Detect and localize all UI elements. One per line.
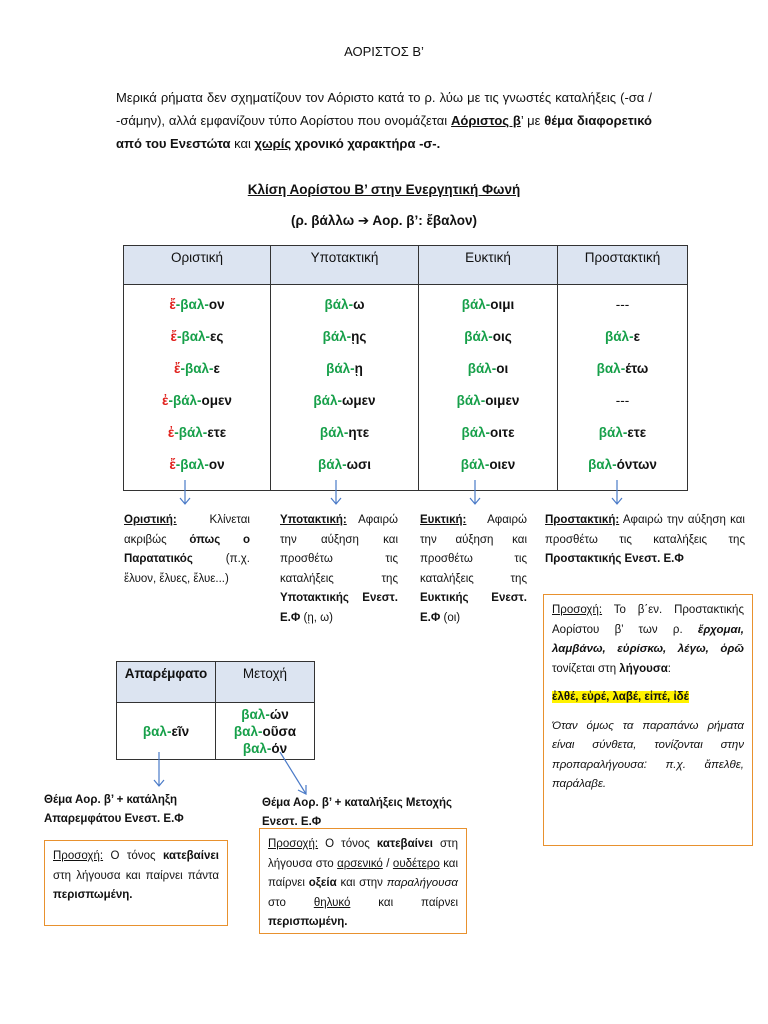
- box-text: τονίζεται στη: [552, 662, 620, 675]
- intro-text: Μερικά ρήματα δεν σχηματίζουν τον Αόριστο κατά το ρ. λύω με τις γνωστές καταλήξεις (-σα / -σάμην), αλλά εμφανίζουν τύπο Αορίστου που ονομάζεται: [116, 90, 652, 128]
- note-imperative: [545, 511, 745, 570]
- attention-label: Προσοχή:: [268, 838, 319, 850]
- box-text: και παίρνει: [350, 896, 458, 909]
- down-arrow-icon: [153, 752, 165, 788]
- box-paragraph: [552, 601, 744, 679]
- form-row: [558, 385, 687, 417]
- form-row: [124, 321, 270, 353]
- ending: έτω: [625, 361, 649, 376]
- infinitive-attention-box: [44, 840, 228, 926]
- ending: ωσι: [346, 457, 371, 472]
- ending: ῃ: [354, 361, 363, 376]
- form-row: [271, 449, 418, 481]
- note-text: (ῃ, ω): [300, 611, 333, 624]
- ending: ---: [615, 393, 630, 408]
- form-row: [217, 706, 313, 723]
- note-label: Ευκτική:: [420, 514, 467, 526]
- form-row: [558, 449, 687, 481]
- augment: ἔ: [170, 329, 177, 344]
- ending: ομεν: [201, 393, 232, 408]
- box-text: στο: [268, 896, 314, 909]
- box-text: και στην: [336, 877, 387, 889]
- col-subjunctive: [271, 285, 419, 491]
- section-heading: Κλίση Αορίστου Β’ στην Ενεργητική Φωνή: [247, 182, 521, 197]
- box-text: και παίρνει: [268, 857, 459, 889]
- form-row: [419, 321, 557, 353]
- participle-caption: Θέμα Αορ. β’ + καταλήξεις Μετοχής Ενεστ. Ε.Φ: [262, 797, 452, 828]
- box-bold: περισπωμένη.: [53, 889, 133, 901]
- highlight-line: [552, 688, 744, 708]
- form-row: [271, 417, 418, 449]
- form-row: [419, 449, 557, 481]
- stem: βάλ-: [461, 425, 491, 440]
- augment: ἐ: [167, 425, 175, 440]
- ending: οιτε: [490, 425, 515, 440]
- stem: -βαλ-: [180, 361, 214, 376]
- ending: ες: [210, 329, 224, 344]
- box-bold: κατεβαίνει: [376, 838, 433, 850]
- stem: βαλ-: [588, 457, 617, 472]
- stem: βαλ-: [242, 740, 272, 756]
- augment: ἔ: [169, 297, 176, 312]
- form-row: [217, 723, 313, 740]
- ending: ετε: [207, 425, 227, 440]
- stem: βάλ-: [318, 457, 347, 472]
- stem: βάλ-: [313, 393, 342, 408]
- stem: βάλ-: [324, 297, 354, 312]
- augment: ἔ: [169, 457, 176, 472]
- ending: ---: [615, 297, 630, 312]
- note-bold: Προστακτικής Ενεστ. Ε.Φ: [545, 553, 684, 565]
- intro-without: χωρίς: [254, 136, 292, 151]
- stem: -βαλ-: [175, 297, 209, 312]
- col-imperative: [558, 285, 688, 491]
- box-text: /: [382, 857, 393, 870]
- ending: οιεν: [489, 457, 516, 472]
- note-bold: Υποτακτικής Ενεστ. Ε.Φ: [280, 592, 398, 624]
- stem: βάλ-: [322, 329, 352, 344]
- down-arrow-icon: [179, 480, 191, 506]
- form-row: [419, 385, 557, 417]
- stem: βάλ-: [326, 361, 355, 376]
- attention-label: Προσοχή:: [552, 604, 603, 616]
- note-label: Υποτακτική:: [280, 514, 347, 526]
- intro-bold2: χρονικό χαρακτήρα -σ-.: [291, 136, 441, 151]
- stem: βάλ-: [605, 329, 634, 344]
- form-row: [124, 385, 270, 417]
- stem: -βάλ-: [168, 393, 202, 408]
- header-indicative: Οριστική: [124, 246, 271, 285]
- box-underline: ουδέτερο: [392, 857, 440, 870]
- box-text: Το β΄εν. Προστακτικής Αορίστου β’ των ρ.: [552, 604, 744, 636]
- intro-bold1: θέμα διαφορετικό από του Ενεστώτα: [116, 113, 652, 151]
- stem: βάλ-: [319, 425, 349, 440]
- header-optative: Ευκτική: [419, 246, 558, 285]
- ending: όντων: [616, 457, 657, 472]
- stem: βάλ-: [460, 457, 490, 472]
- note-text: (οι): [440, 611, 461, 624]
- box-text: :: [667, 662, 671, 675]
- augment: ἐ: [162, 393, 169, 408]
- col-indicative: [124, 285, 271, 491]
- ending: ον: [208, 457, 225, 472]
- box-bold: οξεία: [308, 877, 337, 889]
- verb-list: ἔρχομαι, λαμβάνω, εὑρίσκω, λέγω, ὁρῶ: [552, 623, 744, 655]
- stem: βάλ-: [456, 393, 486, 408]
- form-row: [271, 321, 418, 353]
- form-row: [419, 289, 557, 321]
- box-italic: παραλήγουσα: [386, 877, 458, 889]
- participle-cell: [216, 703, 315, 760]
- note-text: Αφαιρώ την αύξηση και προσθέτω τις καταλήξεις της: [280, 514, 398, 585]
- ending: ε: [633, 329, 640, 344]
- note-optative: [420, 511, 527, 628]
- ending: ω: [353, 297, 365, 312]
- participle-attention-box: [259, 828, 467, 934]
- intro-paragraph: [116, 86, 652, 155]
- box-bold: λήγουσα: [619, 662, 668, 675]
- stem: -βαλ-: [175, 457, 209, 472]
- form-row: [124, 417, 270, 449]
- form-row: [124, 449, 270, 481]
- ending: οις: [492, 329, 512, 344]
- augment: ἔ: [174, 361, 181, 376]
- header-imperative: Προστακτική: [558, 246, 688, 285]
- note-label: Προστακτική:: [545, 514, 620, 526]
- header-participle: Μετοχή: [216, 662, 315, 703]
- stem: βάλ-: [461, 297, 491, 312]
- form-row: [419, 417, 557, 449]
- intro-mid: και: [230, 136, 255, 151]
- ending: ον: [208, 297, 225, 312]
- box-underline: θηλυκό: [313, 896, 351, 909]
- header-infinitive: Απαρέμφατο: [117, 662, 216, 703]
- stem: βαλ-: [233, 723, 263, 739]
- note-text: Αφαιρώ την αύξηση και προσθέτω τις καταλήξεις της: [545, 514, 745, 546]
- intro-apos: ’ με: [520, 113, 545, 128]
- note-subjunctive: [280, 511, 398, 628]
- ending: ῃς: [351, 329, 367, 344]
- ending: ών: [269, 706, 289, 722]
- form-row: [271, 289, 418, 321]
- down-arrow-icon: [611, 480, 623, 506]
- box-underline: αρσενικό: [337, 857, 383, 870]
- diagonal-arrow-icon: [278, 752, 310, 796]
- imperative-attention-box: [543, 594, 753, 846]
- ending: όν: [271, 740, 288, 756]
- col-optative: [419, 285, 558, 491]
- stem: -βαλ-: [176, 329, 211, 344]
- stem: βαλ-: [241, 706, 270, 722]
- note-text: (π.χ. ἔλυον, ἔλυες, ἔλυε...): [124, 553, 250, 585]
- down-arrow-icon: [469, 480, 481, 506]
- form-row: [124, 289, 270, 321]
- stem: βαλ-: [142, 723, 172, 739]
- ending: οιμεν: [485, 393, 520, 408]
- stem: βάλ-: [464, 329, 493, 344]
- form-row: [419, 353, 557, 385]
- note-text: Κλίνεται ακριβώς: [124, 514, 250, 546]
- highlighted-forms: ἐλθέ, εὑρέ, λαβέ, εἰπέ, ἰδέ: [552, 691, 689, 703]
- form-row: [124, 353, 270, 385]
- note-indicative: [124, 511, 250, 589]
- box-bold: περισπωμένη.: [268, 916, 348, 928]
- ending: ε: [213, 361, 220, 376]
- header-subjunctive: Υποτακτική: [271, 246, 419, 285]
- ending: οῦσα: [262, 723, 297, 739]
- form-row: [558, 417, 687, 449]
- infinitive-cell: [117, 703, 216, 760]
- ending: ωμεν: [341, 393, 376, 408]
- box-text: στη λήγουσα στο: [268, 838, 458, 870]
- note-text: Αφαιρώ την αύξηση και προσθέτω τις καταλήξεις της: [420, 514, 527, 585]
- intro-term: Αόριστος β: [451, 113, 521, 128]
- box-bold: κατεβαίνει: [162, 850, 219, 862]
- down-arrow-icon: [330, 480, 342, 506]
- stem: βάλ-: [467, 361, 497, 376]
- note-bold: όπως ο Παρατατικός: [124, 533, 250, 565]
- page-title: ΑΟΡΙΣΤΟΣ Β’: [344, 44, 424, 59]
- attention-label: Προσοχή:: [53, 850, 104, 862]
- box-text: Ο τόνος: [318, 838, 377, 850]
- example-line: (ρ. βάλλω ➔ Αορ. β’: ἔβαλον): [290, 213, 478, 228]
- infinitive-caption: Θέμα Αορ. β’ + κατάληξη Απαρεμφάτου Ενεστ. Ε.Φ: [44, 794, 184, 825]
- stem: βάλ-: [598, 425, 628, 440]
- infinitive-participle-table: [116, 661, 315, 760]
- ending: ητε: [348, 425, 370, 440]
- ending: ετε: [627, 425, 647, 440]
- form-row: [558, 289, 687, 321]
- form-row: [558, 321, 687, 353]
- form-row: [558, 353, 687, 385]
- form-row: [271, 385, 418, 417]
- box-text: στη λήγουσα και παίρνει πάντα: [53, 869, 219, 882]
- conjugation-table: [123, 245, 688, 491]
- ending: οι: [496, 361, 509, 376]
- ending: οιμι: [490, 297, 515, 312]
- ending: εῖν: [171, 723, 190, 739]
- form-row: [271, 353, 418, 385]
- box-text: Ο τόνος: [103, 850, 163, 862]
- note-label: Οριστική:: [124, 514, 177, 526]
- compound-note: Όταν όμως τα παραπάνω ρήματα είναι σύνθετα, τονίζονται στην προπαραλήγουσα: π.χ. ἄπελθε, παράλαβε.: [552, 719, 744, 790]
- stem: -βάλ-: [174, 425, 208, 440]
- note-bold: Ευκτικής Ενεστ. Ε.Φ: [420, 592, 527, 624]
- stem: βαλ-: [596, 361, 626, 376]
